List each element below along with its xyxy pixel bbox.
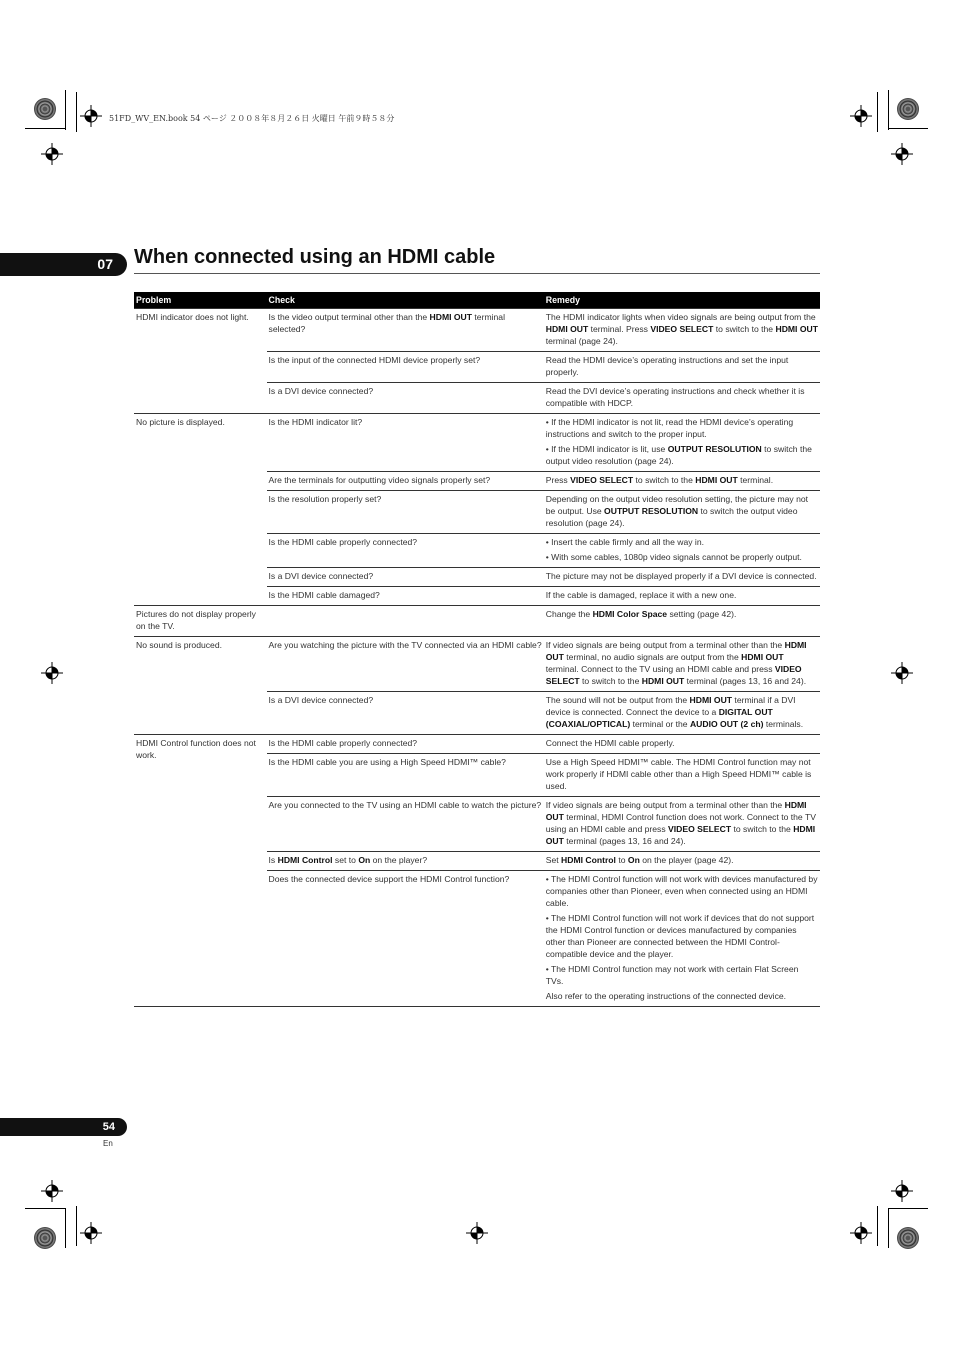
text-run: Is the video output terminal other than the	[268, 312, 430, 322]
remedy-cell	[544, 606, 820, 637]
check-cell	[267, 383, 544, 414]
bold-term: VIDEO SELECT	[545, 664, 802, 686]
remedy-cell	[544, 383, 820, 414]
bold-term: OUTPUT RESOLUTION	[604, 506, 699, 516]
text-run: Is the HDMI indicator lit?	[268, 417, 363, 427]
check-cell	[267, 352, 544, 383]
bold-term: HDMI Control	[561, 855, 616, 865]
table-row	[134, 309, 820, 352]
text-run: terminals.	[763, 719, 804, 729]
remedy-cell	[544, 852, 820, 871]
remedy-cell	[544, 534, 820, 568]
check-cell	[267, 472, 544, 491]
check-cell	[267, 692, 544, 735]
text-run: Is the input of the connected HDMI device properly set?	[268, 355, 481, 365]
text-run: Does the connected device support the HDMI Control function?	[268, 874, 510, 884]
table-row	[134, 735, 820, 754]
remedy-cell	[544, 735, 820, 754]
text-run: • The HDMI Control function will not work with devices manufactured by companies other than Pioneer, even when connected using an HDMI cable.	[545, 874, 818, 908]
remedy-cell	[544, 754, 820, 797]
text-run: • The HDMI Control function will not work if devices that do not support the HDMI Control function or devices manufactured by companies other than Pioneer are connected between the HDMI Control-compatible device and the player.	[545, 913, 815, 959]
text-run: The HDMI indicator lights when video signals are being output from the	[545, 312, 816, 322]
bold-term: HDMI OUT	[545, 324, 589, 334]
text-run: Connect the HDMI cable properly.	[545, 738, 675, 748]
text-run: Are you connected to the TV using an HDMI cable to watch the picture?	[268, 800, 542, 810]
bold-term: HDMI Control	[277, 855, 333, 865]
problem-cell: HDMI indicator does not light.	[134, 309, 267, 414]
remedy-paragraph	[546, 694, 818, 730]
problem-cell: HDMI Control function does not work.	[134, 735, 267, 1007]
text-run: Is the HDMI cable you are using a High Speed HDMI™ cable?	[268, 757, 506, 767]
check-cell	[267, 852, 544, 871]
bold-term: HDMI OUT	[741, 652, 784, 662]
registration-target-icon	[891, 1180, 913, 1202]
text-run: terminal.	[737, 475, 774, 485]
remedy-cell	[544, 352, 820, 383]
remedy-paragraph	[546, 443, 818, 467]
text-run: terminal or the	[630, 719, 690, 729]
remedy-cell	[544, 587, 820, 606]
bold-term: HDMI OUT	[545, 824, 816, 846]
bold-term: HDMI OUT	[545, 800, 807, 822]
remedy-cell	[544, 871, 820, 1007]
bold-term: OUTPUT RESOLUTION	[667, 444, 762, 454]
bold-term: VIDEO SELECT	[570, 475, 634, 485]
check-cell	[267, 414, 544, 472]
registration-target-icon	[891, 143, 913, 165]
print-job-info: 51FD_WV_EN.book 54 ページ ２００８年８月２６日 火曜日 午前９時５８分	[109, 114, 395, 123]
text-run: terminal (page 24).	[545, 336, 618, 346]
text-run: Press	[545, 475, 571, 485]
check-cell	[267, 735, 544, 754]
text-run: • The HDMI Control function may not work with certain Flat Screen TVs.	[545, 964, 799, 986]
bold-term: DIGITAL OUT (COAXIAL/OPTICAL)	[545, 707, 773, 729]
bold-term: HDMI OUT	[545, 640, 807, 662]
remedy-paragraph	[546, 570, 818, 582]
text-run: set to	[332, 855, 359, 865]
remedy-paragraph	[546, 737, 818, 749]
text-run: terminal, no audio signals are output from the	[563, 652, 742, 662]
text-run: to switch to the	[579, 676, 642, 686]
color-registration-icon	[897, 98, 919, 120]
bold-term: AUDIO OUT (2 ch)	[689, 719, 764, 729]
remedy-paragraph	[546, 589, 818, 601]
problem-cell: No sound is produced.	[134, 637, 267, 735]
text-run: The sound will not be output from the	[545, 695, 690, 705]
title-divider	[134, 273, 820, 274]
bold-term: HDMI OUT	[429, 312, 473, 322]
bold-term: On	[627, 855, 640, 865]
text-run: • Insert the cable firmly and all the way in.	[545, 537, 704, 547]
bold-term: HDMI OUT	[775, 324, 818, 334]
text-run: Depending on the output video resolution setting, the picture may not be output. Use	[545, 494, 809, 516]
remedy-cell	[544, 491, 820, 534]
bold-term: VIDEO SELECT	[668, 824, 732, 834]
registration-target-icon	[80, 105, 102, 127]
text-run: Also refer to the operating instructions of the connected device.	[545, 991, 787, 1001]
text-run: • If the HDMI indicator is not lit, read the HDMI device’s operating instructions and switch to the proper input.	[545, 417, 794, 439]
chapter-number-tab: 07	[0, 253, 127, 276]
text-run: terminal. Connect to the TV using an HDMI cable and press	[545, 664, 775, 674]
header-remedy: Remedy	[544, 292, 820, 309]
table-row	[134, 414, 820, 472]
text-run: Is	[268, 855, 278, 865]
language-code: En	[103, 1139, 113, 1148]
remedy-paragraph	[546, 311, 818, 347]
text-run: on the player?	[370, 855, 428, 865]
check-cell	[267, 754, 544, 797]
remedy-paragraph	[546, 551, 818, 563]
color-registration-icon	[34, 98, 56, 120]
text-run: terminal (pages 13, 16 and 24).	[563, 836, 686, 846]
text-run: Is a DVI device connected?	[268, 571, 374, 581]
remedy-paragraph	[546, 912, 818, 960]
text-run: to	[615, 855, 628, 865]
text-run: to switch the output video resolution (page 24).	[545, 444, 812, 466]
text-run: terminal (pages 13, 16 and 24).	[684, 676, 807, 686]
bold-term: HDMI OUT	[689, 695, 733, 705]
text-run: Set	[545, 855, 562, 865]
remedy-paragraph	[546, 963, 818, 987]
table-row	[134, 606, 820, 637]
check-cell	[267, 637, 544, 692]
check-cell	[267, 587, 544, 606]
text-run: terminal selected?	[268, 312, 505, 334]
bold-term: VIDEO SELECT	[650, 324, 714, 334]
remedy-cell	[544, 637, 820, 692]
page-number: 54	[0, 1118, 127, 1136]
bold-term: HDMI OUT	[695, 475, 738, 485]
remedy-cell	[544, 568, 820, 587]
check-cell	[267, 491, 544, 534]
check-cell	[267, 797, 544, 852]
remedy-cell	[544, 472, 820, 491]
remedy-paragraph	[546, 799, 818, 847]
text-run: setting (page 42).	[667, 609, 737, 619]
remedy-paragraph	[546, 756, 818, 792]
troubleshooting-table	[134, 292, 820, 1007]
text-run: Is a DVI device connected?	[268, 695, 374, 705]
text-run: Read the HDMI device’s operating instructions and set the input properly.	[545, 355, 789, 377]
table-header-row	[134, 292, 820, 309]
registration-target-icon	[41, 143, 63, 165]
bold-term: On	[358, 855, 371, 865]
registration-target-icon	[41, 1180, 63, 1202]
text-run: If video signals are being output from a terminal other than the	[545, 800, 785, 810]
text-run: to switch to the	[731, 824, 794, 834]
remedy-paragraph	[546, 873, 818, 909]
color-registration-icon	[897, 1227, 919, 1249]
remedy-paragraph	[546, 354, 818, 378]
text-run: Change the	[545, 609, 593, 619]
registration-target-icon	[80, 1222, 102, 1244]
text-run: If the cable is damaged, replace it with a new one.	[545, 590, 737, 600]
remedy-paragraph	[546, 474, 818, 486]
check-cell	[267, 871, 544, 1007]
text-run: terminal. Press	[588, 324, 651, 334]
remedy-cell	[544, 797, 820, 852]
registration-target-icon	[466, 1222, 488, 1244]
remedy-paragraph	[546, 493, 818, 529]
text-run: • If the HDMI indicator is lit, use	[545, 444, 668, 454]
check-cell	[267, 568, 544, 587]
text-run: Are you watching the picture with the TV connected via an HDMI cable?	[268, 640, 542, 650]
text-run: The picture may not be displayed properly if a DVI device is connected.	[545, 571, 817, 581]
text-run: Is the resolution properly set?	[268, 494, 382, 504]
text-run: If video signals are being output from a terminal other than the	[545, 640, 785, 650]
header-check: Check	[267, 292, 544, 309]
check-cell	[267, 606, 544, 637]
bold-term: HDMI OUT	[641, 676, 685, 686]
text-run: • With some cables, 1080p video signals cannot be properly output.	[545, 552, 802, 562]
remedy-paragraph	[546, 385, 818, 409]
remedy-paragraph	[546, 639, 818, 687]
registration-target-icon	[41, 662, 63, 684]
text-run: Are the terminals for outputting video signals properly set?	[268, 475, 491, 485]
section-title: When connected using an HDMI cable	[134, 246, 496, 268]
text-run: to switch the output video resolution (page 24).	[545, 506, 798, 528]
remedy-paragraph	[546, 536, 818, 548]
remedy-cell	[544, 414, 820, 472]
header-problem: Problem	[134, 292, 267, 309]
registration-target-icon	[850, 1222, 872, 1244]
text-run: terminal, HDMI Control function does not work. Connect to the TV using an HDMI cable and press	[545, 812, 816, 834]
registration-target-icon	[891, 662, 913, 684]
check-cell	[267, 309, 544, 352]
text-run: Is a DVI device connected?	[268, 386, 374, 396]
text-run: Read the DVI device’s operating instructions and check whether it is compatible with HDCP.	[545, 386, 805, 408]
check-cell	[267, 534, 544, 568]
text-run: Use a High Speed HDMI™ cable. The HDMI Control function may not work properly if HDMI cable other than a High Speed HDMI™ cable is used.	[545, 757, 812, 791]
remedy-paragraph	[546, 854, 818, 866]
text-run: Is the HDMI cable properly connected?	[268, 738, 418, 748]
problem-cell: No picture is displayed.	[134, 414, 267, 606]
table-row	[134, 637, 820, 692]
remedy-paragraph	[546, 608, 818, 620]
color-registration-icon	[34, 1227, 56, 1249]
registration-target-icon	[850, 105, 872, 127]
problem-cell: Pictures do not display properly on the TV.	[134, 606, 267, 637]
remedy-cell	[544, 309, 820, 352]
text-run: terminal if a DVI device is connected. Connect the device to a	[545, 695, 796, 717]
text-run: on the player (page 42).	[639, 855, 734, 865]
remedy-cell	[544, 692, 820, 735]
text-run: Is the HDMI cable properly connected?	[268, 537, 418, 547]
text-run: to switch to the	[633, 475, 696, 485]
text-run: Is the HDMI cable damaged?	[268, 590, 380, 600]
text-run: to switch to the	[713, 324, 776, 334]
bold-term: HDMI Color Space	[592, 609, 668, 619]
remedy-paragraph	[546, 416, 818, 440]
remedy-paragraph	[546, 990, 818, 1002]
